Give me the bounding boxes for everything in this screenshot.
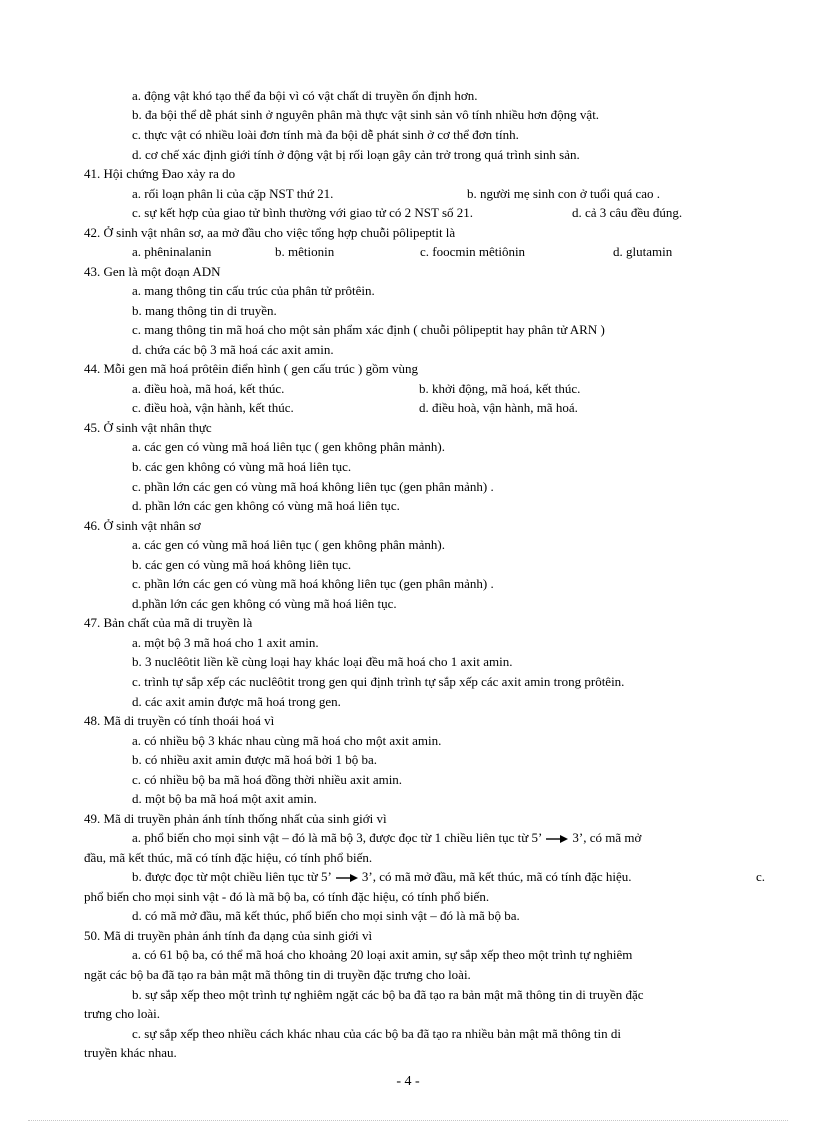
option-text: c. sự kết hợp của giao tử bình thường với giao tử có 2 NST số 21. <box>132 205 474 220</box>
option-text: b. các gen không có vùng mã hoá liên tục. <box>132 459 352 474</box>
option-text: a. rối loạn phân li của cặp NST thứ 21. <box>132 186 334 201</box>
option-text: c. sự sắp xếp theo nhiều cách khác nhau của các bộ ba đã tạo ra nhiều bản mật mã thông tin di <box>132 1026 621 1041</box>
option-text: c. phần lớn các gen có vùng mã hoá không liên tục (gen phân mảnh) . <box>132 479 494 494</box>
option-text: a. phêninalanin <box>132 244 212 259</box>
option-text: b. các gen có vùng mã hoá không liên tục. <box>132 557 352 572</box>
option-text: c. điều hoà, vận hành, kết thúc. <box>132 400 294 415</box>
option-text: c. có nhiều bộ ba mã hoá đồng thời nhiều axit amin. <box>132 772 403 787</box>
option-text: b. người mẹ sinh con ở tuổi quá cao . <box>467 186 661 201</box>
option-text: b. mêtionin <box>275 244 335 259</box>
page-border-divider <box>28 1120 788 1121</box>
option-text: a. các gen có vùng mã hoá liên tục ( gen không phân mảnh). <box>132 439 445 454</box>
question-stem: 49. Mã di truyền phản ánh tính thống nhất của sinh giới vì <box>84 811 387 826</box>
option-text: c. foocmin mêtiônin <box>420 244 526 259</box>
question-stem: 48. Mã di truyền có tính thoái hoá vì <box>84 713 275 728</box>
option-text: b. khởi động, mã hoá, kết thúc. <box>419 381 581 396</box>
option-continuation: phổ biến cho mọi sinh vật - đó là mã bộ ba, có tính đặc hiệu, có tính phổ biến. <box>84 889 490 904</box>
option-text: a. mang thông tin cấu trúc của phân tử prôtêin. <box>132 283 375 298</box>
option-continuation: truyền khác nhau. <box>84 1045 177 1060</box>
question-stem: 42. Ở sinh vật nhân sơ, aa mở đầu cho việc tổng hợp chuỗi pôlipeptit là <box>84 225 456 240</box>
option-text-part: a. phổ biến cho mọi sinh vật – đó là mã bộ 3, được đọc từ 1 chiều liên tục từ 5’ <box>132 830 543 845</box>
option-text: c. phần lớn các gen có vùng mã hoá không liên tục (gen phân mảnh) . <box>132 576 494 591</box>
right-arrow-icon <box>335 873 359 883</box>
right-arrow-icon <box>545 834 569 844</box>
option-text: b. có nhiều axit amin được mã hoá bởi 1 bộ ba. <box>132 752 377 767</box>
option-text: a. động vật khó tạo thể đa bội vì có vật chất di truyền ổn định hơn. <box>132 88 478 103</box>
option-text: d. phần lớn các gen không có vùng mã hoá liên tục. <box>132 498 400 513</box>
option-text: a. có 61 bộ ba, có thể mã hoá cho khoảng 20 loại axit amin, sự sắp xếp theo một trình tự nghiêm <box>132 947 633 962</box>
option-text: a. một bộ 3 mã hoá cho 1 axit amin. <box>132 635 319 650</box>
option-text-part: 3’, có mã mở đầu, mã kết thúc, mã có tính đặc hiệu. <box>361 869 632 884</box>
page-number: - 4 - <box>396 1074 420 1089</box>
option-continuation: đầu, mã kết thúc, mã có tính đặc hiệu, có tính phổ biến. <box>84 850 373 865</box>
option-text: d. điều hoà, vận hành, mã hoá. <box>419 400 578 415</box>
option-text-part: 3’, có mã mở <box>572 830 642 845</box>
option-text: d. có mã mở đầu, mã kết thúc, phổ biến cho mọi sinh vật – đó là mã bộ ba. <box>132 908 520 923</box>
option-continuation: ngặt các bộ ba đã tạo ra bản mật mã thông tin di truyền đặc trưng cho loài. <box>84 967 471 982</box>
option-text: b. sự sắp xếp theo một trình tự nghiêm ngặt các bộ ba đã tạo ra bản mật mã thông tin di truyền đặc <box>132 987 644 1002</box>
option-text: d. glutamin <box>613 244 673 259</box>
option-text: a. có nhiều bộ 3 khác nhau cùng mã hoá cho một axit amin. <box>132 733 442 748</box>
option-text: d. các axit amin được mã hoá trong gen. <box>132 694 341 709</box>
question-stem: 43. Gen là một đoạn ADN <box>84 264 221 279</box>
option-text: c. thực vật có nhiều loài đơn tính mà đa bội dễ phát sinh ở cơ thể đơn tính. <box>132 127 519 142</box>
option-text: c. <box>756 869 766 884</box>
question-stem: 45. Ở sinh vật nhân thực <box>84 420 212 435</box>
option-text: d.phần lớn các gen không có vùng mã hoá liên tục. <box>132 596 397 611</box>
option-text: d. chứa các bộ 3 mã hoá các axit amin. <box>132 342 334 357</box>
option-text: a. các gen có vùng mã hoá liên tục ( gen không phân mảnh). <box>132 537 445 552</box>
option-text <box>132 828 641 847</box>
question-stem: 41. Hội chứng Đao xảy ra do <box>84 166 236 181</box>
option-text: c. trình tự sắp xếp các nuclêôtit trong gen qui định trình tự sắp xếp các axit amin trong prôtêin. <box>132 674 625 689</box>
question-stem: 44. Mỗi gen mã hoá prôtêin điển hình ( gen cấu trúc ) gồm vùng <box>84 361 418 376</box>
option-text <box>132 867 632 886</box>
option-text: d. một bộ ba mã hoá một axit amin. <box>132 791 317 806</box>
option-text: d. cơ chế xác định giới tính ở động vật bị rối loạn gây cản trở trong quá trình sinh sản. <box>132 147 580 162</box>
question-stem: 46. Ở sinh vật nhân sơ <box>84 518 201 533</box>
option-text: b. đa bội thể dễ phát sinh ở nguyên phân mà thực vật sinh sản vô tính nhiều hơn động vật. <box>132 107 600 122</box>
question-stem: 50. Mã di truyền phản ánh tính đa dạng của sinh giới vì <box>84 928 373 943</box>
question-stem: 47. Bản chất của mã di truyền là <box>84 615 253 630</box>
option-text-part: b. được đọc từ một chiều liên tục từ 5’ <box>132 869 332 884</box>
option-text: a. điều hoà, mã hoá, kết thúc. <box>132 381 285 396</box>
option-text: b. mang thông tin di truyền. <box>132 303 277 318</box>
option-text: b. 3 nuclêôtit liền kề cùng loại hay khác loại đều mã hoá cho 1 axit amin. <box>132 654 513 669</box>
option-text: c. mang thông tin mã hoá cho một sản phẩm xác định ( chuỗi pôlipeptit hay phân tử ARN ) <box>132 322 605 337</box>
option-continuation: trưng cho loài. <box>84 1006 161 1021</box>
option-text: d. cả 3 câu đều đúng. <box>572 205 683 220</box>
